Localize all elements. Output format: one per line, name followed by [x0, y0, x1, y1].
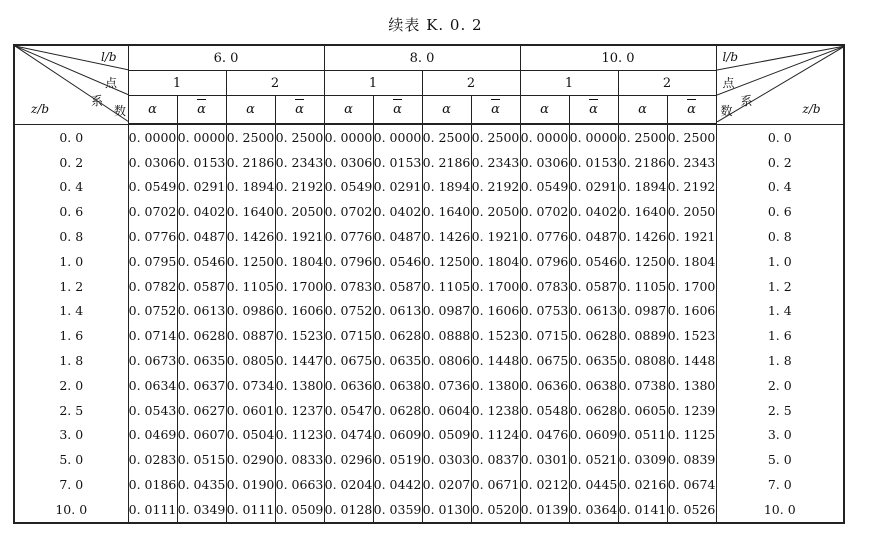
- value-cell: 0. 0715: [324, 323, 373, 348]
- value-cell: 0. 0806: [422, 348, 471, 373]
- value-cell: 0. 0738: [618, 373, 667, 398]
- coef-alpha-bar-header: α: [373, 96, 422, 125]
- value-cell: 0. 2050: [275, 199, 324, 224]
- value-cell: 0. 0546: [373, 249, 422, 274]
- value-cell: 0. 1700: [471, 274, 520, 299]
- value-cell: 0. 0613: [373, 299, 422, 324]
- value-cell: 0. 1105: [422, 274, 471, 299]
- corner-dian-label: 点: [105, 76, 118, 90]
- zb-cell-right: 1. 8: [716, 348, 844, 373]
- coef-alpha-header: α: [226, 96, 275, 125]
- zb-cell-right: 3. 0: [716, 423, 844, 448]
- value-cell: 0. 0674: [667, 472, 716, 497]
- value-cell: 0. 0601: [226, 398, 275, 423]
- zb-cell-left: 3. 0: [14, 423, 128, 448]
- value-cell: 0. 0349: [177, 497, 226, 523]
- coefficient-table: [13, 44, 845, 524]
- value-cell: 0. 0291: [177, 175, 226, 200]
- corner-right-lb-label: l/b: [722, 50, 739, 64]
- value-cell: 0. 1921: [471, 224, 520, 249]
- value-cell: 0. 0301: [520, 447, 569, 472]
- zb-cell-left: 10. 0: [14, 497, 128, 523]
- value-cell: 0. 0609: [569, 423, 618, 448]
- zb-cell-right: 1. 6: [716, 323, 844, 348]
- zb-cell-right: 0. 0: [716, 124, 844, 150]
- value-cell: 0. 0306: [324, 150, 373, 175]
- value-cell: 0. 0675: [324, 348, 373, 373]
- value-cell: 0. 0546: [177, 249, 226, 274]
- value-cell: 0. 0435: [177, 472, 226, 497]
- value-cell: 0. 0511: [618, 423, 667, 448]
- zb-cell-right: 2. 0: [716, 373, 844, 398]
- value-cell: 0. 0675: [520, 348, 569, 373]
- corner-shu-label: 数: [114, 104, 127, 118]
- value-cell: 0. 0000: [520, 124, 569, 150]
- value-cell: 0. 0634: [128, 373, 177, 398]
- value-cell: 0. 0613: [569, 299, 618, 324]
- value-cell: 0. 2192: [471, 175, 520, 200]
- value-cell: 0. 0715: [520, 323, 569, 348]
- value-cell: 0. 0628: [569, 323, 618, 348]
- zb-cell-left: 0. 0: [14, 124, 128, 150]
- value-cell: 0. 0714: [128, 323, 177, 348]
- coef-alpha-header: α: [520, 96, 569, 125]
- value-cell: 0. 1894: [422, 175, 471, 200]
- value-cell: 0. 0752: [128, 299, 177, 324]
- table-row: [14, 447, 844, 472]
- value-cell: 0. 0474: [324, 423, 373, 448]
- value-cell: 0. 0833: [275, 447, 324, 472]
- zb-cell-left: 1. 4: [14, 299, 128, 324]
- table-row: [14, 423, 844, 448]
- value-cell: 0. 0837: [471, 447, 520, 472]
- value-cell: 0. 0702: [324, 199, 373, 224]
- value-cell: 0. 0805: [226, 348, 275, 373]
- value-cell: 0. 0216: [618, 472, 667, 497]
- value-cell: 0. 0128: [324, 497, 373, 523]
- value-cell: 0. 1894: [618, 175, 667, 200]
- value-cell: 0. 1921: [275, 224, 324, 249]
- value-cell: 0. 0628: [373, 323, 422, 348]
- value-cell: 0. 1894: [226, 175, 275, 200]
- value-cell: 0. 0702: [520, 199, 569, 224]
- value-cell: 0. 1124: [471, 423, 520, 448]
- value-cell: 0. 0604: [422, 398, 471, 423]
- value-cell: 0. 2500: [275, 124, 324, 150]
- corner-right-shu-label: 数: [720, 104, 733, 118]
- value-cell: 0. 0515: [177, 447, 226, 472]
- value-cell: 0. 0628: [177, 323, 226, 348]
- value-cell: 0. 2186: [226, 150, 275, 175]
- table-row: [14, 348, 844, 373]
- value-cell: 0. 0000: [569, 124, 618, 150]
- value-cell: 0. 1804: [667, 249, 716, 274]
- value-cell: 0. 0637: [177, 373, 226, 398]
- table-row: [14, 199, 844, 224]
- value-cell: 0. 0476: [520, 423, 569, 448]
- corner-right-dian-label: 点: [722, 76, 735, 90]
- value-cell: 0. 1700: [275, 274, 324, 299]
- value-cell: 0. 1426: [422, 224, 471, 249]
- value-cell: 0. 0504: [226, 423, 275, 448]
- coef-alpha-bar-header: α: [471, 96, 520, 125]
- value-cell: 0. 0889: [618, 323, 667, 348]
- value-cell: 0. 0487: [373, 224, 422, 249]
- value-cell: 0. 0290: [226, 447, 275, 472]
- value-cell: 0. 0296: [324, 447, 373, 472]
- value-cell: 0. 1606: [471, 299, 520, 324]
- point-header: 1: [324, 71, 422, 96]
- table-row: [14, 497, 844, 523]
- value-cell: 0. 0663: [275, 472, 324, 497]
- value-cell: 0. 2343: [275, 150, 324, 175]
- value-cell: 0. 2192: [275, 175, 324, 200]
- zb-cell-right: 1. 2: [716, 274, 844, 299]
- value-cell: 0. 0635: [569, 348, 618, 373]
- value-cell: 0. 0291: [373, 175, 422, 200]
- value-cell: 0. 0445: [569, 472, 618, 497]
- value-cell: 0. 1448: [471, 348, 520, 373]
- value-cell: 0. 0519: [373, 447, 422, 472]
- value-cell: 0. 0547: [324, 398, 373, 423]
- value-cell: 0. 0442: [373, 472, 422, 497]
- zb-cell-right: 0. 8: [716, 224, 844, 249]
- value-cell: 0. 0309: [618, 447, 667, 472]
- value-cell: 0. 1105: [226, 274, 275, 299]
- corner-cell-right: [716, 45, 844, 124]
- value-cell: 0. 1448: [667, 348, 716, 373]
- value-cell: 0. 1380: [667, 373, 716, 398]
- value-cell: 0. 0605: [618, 398, 667, 423]
- value-cell: 0. 0130: [422, 497, 471, 523]
- value-cell: 0. 1447: [275, 348, 324, 373]
- value-cell: 0. 0796: [520, 249, 569, 274]
- zb-cell-left: 1. 2: [14, 274, 128, 299]
- value-cell: 0. 0306: [520, 150, 569, 175]
- value-cell: 0. 1640: [226, 199, 275, 224]
- value-cell: 0. 0888: [422, 323, 471, 348]
- coef-alpha-bar-header: α: [667, 96, 716, 125]
- value-cell: 0. 0111: [226, 497, 275, 523]
- value-cell: 0. 0609: [373, 423, 422, 448]
- point-header: 2: [422, 71, 520, 96]
- header-row-groups: [14, 45, 844, 71]
- value-cell: 0. 0303: [422, 447, 471, 472]
- point-header: 2: [618, 71, 716, 96]
- point-header: 1: [520, 71, 618, 96]
- zb-cell-right: 5. 0: [716, 447, 844, 472]
- value-cell: 0. 0306: [128, 150, 177, 175]
- value-cell: 0. 1250: [618, 249, 667, 274]
- value-cell: 0. 0776: [324, 224, 373, 249]
- value-cell: 0. 0587: [373, 274, 422, 299]
- value-cell: 0. 0783: [520, 274, 569, 299]
- group-header-2: 8. 0: [324, 45, 520, 71]
- zb-cell-left: 1. 8: [14, 348, 128, 373]
- value-cell: 0. 0638: [569, 373, 618, 398]
- value-cell: 0. 1523: [275, 323, 324, 348]
- value-cell: 0. 1523: [471, 323, 520, 348]
- coef-alpha-header: α: [422, 96, 471, 125]
- value-cell: 0. 0487: [569, 224, 618, 249]
- value-cell: 0. 0000: [177, 124, 226, 150]
- value-cell: 0. 0702: [128, 199, 177, 224]
- zb-cell-left: 2. 5: [14, 398, 128, 423]
- zb-cell-left: 1. 0: [14, 249, 128, 274]
- coef-alpha-header: α: [324, 96, 373, 125]
- value-cell: 0. 0734: [226, 373, 275, 398]
- value-cell: 0. 0000: [324, 124, 373, 150]
- value-cell: 0. 1640: [422, 199, 471, 224]
- coef-alpha-bar-header: α: [275, 96, 324, 125]
- value-cell: 0. 1523: [667, 323, 716, 348]
- zb-cell-right: 1. 4: [716, 299, 844, 324]
- value-cell: 0. 0207: [422, 472, 471, 497]
- table-row: [14, 249, 844, 274]
- value-cell: 0. 0808: [618, 348, 667, 373]
- value-cell: 0. 1237: [275, 398, 324, 423]
- value-cell: 0. 0469: [128, 423, 177, 448]
- value-cell: 0. 0887: [226, 323, 275, 348]
- value-cell: 0. 0607: [177, 423, 226, 448]
- value-cell: 0. 1804: [471, 249, 520, 274]
- zb-cell-right: 0. 6: [716, 199, 844, 224]
- value-cell: 0. 0546: [569, 249, 618, 274]
- value-cell: 0. 1123: [275, 423, 324, 448]
- value-cell: 0. 0509: [275, 497, 324, 523]
- value-cell: 0. 2186: [422, 150, 471, 175]
- value-cell: 0. 0402: [177, 199, 226, 224]
- value-cell: 0. 1921: [667, 224, 716, 249]
- value-cell: 0. 1804: [275, 249, 324, 274]
- value-cell: 0. 0000: [373, 124, 422, 150]
- zb-cell-right: 10. 0: [716, 497, 844, 523]
- corner-xi-label: 系: [91, 94, 104, 108]
- value-cell: 0. 2500: [618, 124, 667, 150]
- zb-cell-right: 0. 2: [716, 150, 844, 175]
- value-cell: 0. 2186: [618, 150, 667, 175]
- value-cell: 0. 0549: [324, 175, 373, 200]
- value-cell: 0. 2050: [471, 199, 520, 224]
- value-cell: 0. 0190: [226, 472, 275, 497]
- value-cell: 0. 1700: [667, 274, 716, 299]
- corner-cell-left: [14, 45, 128, 124]
- corner-lb-label: l/b: [101, 50, 117, 64]
- value-cell: 0. 0839: [667, 447, 716, 472]
- value-cell: 0. 1426: [226, 224, 275, 249]
- value-cell: 0. 0283: [128, 447, 177, 472]
- value-cell: 0. 0776: [128, 224, 177, 249]
- value-cell: 0. 0186: [128, 472, 177, 497]
- value-cell: 0. 0402: [569, 199, 618, 224]
- table-row: [14, 274, 844, 299]
- value-cell: 0. 1125: [667, 423, 716, 448]
- value-cell: 0. 0587: [569, 274, 618, 299]
- value-cell: 0. 0753: [520, 299, 569, 324]
- value-cell: 0. 0139: [520, 497, 569, 523]
- value-cell: 0. 1380: [275, 373, 324, 398]
- value-cell: 0. 0212: [520, 472, 569, 497]
- group-header-1: 6. 0: [128, 45, 324, 71]
- value-cell: 0. 2343: [667, 150, 716, 175]
- value-cell: 0. 2500: [226, 124, 275, 150]
- value-cell: 0. 0628: [373, 398, 422, 423]
- value-cell: 0. 2050: [667, 199, 716, 224]
- value-cell: 0. 0509: [422, 423, 471, 448]
- value-cell: 0. 1250: [226, 249, 275, 274]
- zb-cell-left: 2. 0: [14, 373, 128, 398]
- value-cell: 0. 0986: [226, 299, 275, 324]
- value-cell: 0. 1239: [667, 398, 716, 423]
- zb-cell-right: 7. 0: [716, 472, 844, 497]
- value-cell: 0. 0987: [618, 299, 667, 324]
- zb-cell-left: 0. 2: [14, 150, 128, 175]
- value-cell: 0. 0549: [128, 175, 177, 200]
- zb-cell-right: 2. 5: [716, 398, 844, 423]
- zb-cell-right: 1. 0: [716, 249, 844, 274]
- corner-right-xi-label: 系: [740, 94, 753, 108]
- value-cell: 0. 0520: [471, 497, 520, 523]
- value-cell: 0. 0153: [373, 150, 422, 175]
- value-cell: 0. 0549: [520, 175, 569, 200]
- value-cell: 0. 0111: [128, 497, 177, 523]
- value-cell: 0. 1606: [667, 299, 716, 324]
- value-cell: 0. 0636: [324, 373, 373, 398]
- point-header: 1: [128, 71, 226, 96]
- value-cell: 0. 0204: [324, 472, 373, 497]
- group-header-3: 10. 0: [520, 45, 716, 71]
- value-cell: 0. 1250: [422, 249, 471, 274]
- value-cell: 0. 0548: [520, 398, 569, 423]
- value-cell: 0. 0291: [569, 175, 618, 200]
- value-cell: 0. 0359: [373, 497, 422, 523]
- zb-cell-right: 0. 4: [716, 175, 844, 200]
- zb-cell-left: 0. 4: [14, 175, 128, 200]
- value-cell: 0. 0782: [128, 274, 177, 299]
- zb-cell-left: 0. 8: [14, 224, 128, 249]
- value-cell: 0. 0635: [373, 348, 422, 373]
- value-cell: 0. 0628: [569, 398, 618, 423]
- value-cell: 0. 1426: [618, 224, 667, 249]
- value-cell: 0. 0613: [177, 299, 226, 324]
- value-cell: 0. 0153: [569, 150, 618, 175]
- point-header: 2: [226, 71, 324, 96]
- value-cell: 0. 0671: [471, 472, 520, 497]
- value-cell: 0. 1606: [275, 299, 324, 324]
- table-row: [14, 398, 844, 423]
- value-cell: 0. 2500: [471, 124, 520, 150]
- zb-cell-left: 7. 0: [14, 472, 128, 497]
- table-row: [14, 472, 844, 497]
- table-row: [14, 124, 844, 150]
- value-cell: 0. 0587: [177, 274, 226, 299]
- value-cell: 0. 0000: [128, 124, 177, 150]
- coef-alpha-header: α: [618, 96, 667, 125]
- table-row: [14, 323, 844, 348]
- value-cell: 0. 1640: [618, 199, 667, 224]
- zb-cell-left: 0. 6: [14, 199, 128, 224]
- coef-alpha-bar-header: α: [177, 96, 226, 125]
- value-cell: 0. 0752: [324, 299, 373, 324]
- value-cell: 0. 2192: [667, 175, 716, 200]
- table-row: [14, 150, 844, 175]
- value-cell: 0. 0635: [177, 348, 226, 373]
- value-cell: 0. 0783: [324, 274, 373, 299]
- corner-right-zb-label: z/b: [802, 102, 821, 116]
- value-cell: 0. 0638: [373, 373, 422, 398]
- value-cell: 0. 0487: [177, 224, 226, 249]
- value-cell: 0. 0526: [667, 497, 716, 523]
- table-body: [14, 124, 844, 523]
- table-row: [14, 224, 844, 249]
- value-cell: 0. 1238: [471, 398, 520, 423]
- table-row: [14, 373, 844, 398]
- value-cell: 0. 0543: [128, 398, 177, 423]
- zb-cell-left: 5. 0: [14, 447, 128, 472]
- value-cell: 0. 0673: [128, 348, 177, 373]
- value-cell: 0. 2500: [667, 124, 716, 150]
- zb-cell-left: 1. 6: [14, 323, 128, 348]
- value-cell: 0. 0627: [177, 398, 226, 423]
- value-cell: 0. 0796: [324, 249, 373, 274]
- table-title: 续表 K. 0. 2: [388, 16, 483, 34]
- value-cell: 0. 0795: [128, 249, 177, 274]
- table-row: [14, 175, 844, 200]
- coef-alpha-bar-header: α: [569, 96, 618, 125]
- value-cell: 0. 0364: [569, 497, 618, 523]
- coef-alpha-header: α: [128, 96, 177, 125]
- corner-zb-label: z/b: [31, 102, 50, 116]
- value-cell: 0. 0776: [520, 224, 569, 249]
- value-cell: 0. 1380: [471, 373, 520, 398]
- value-cell: 0. 2500: [422, 124, 471, 150]
- value-cell: 0. 0153: [177, 150, 226, 175]
- value-cell: 0. 0736: [422, 373, 471, 398]
- value-cell: 0. 2343: [471, 150, 520, 175]
- table-row: [14, 299, 844, 324]
- value-cell: 0. 0987: [422, 299, 471, 324]
- value-cell: 0. 0402: [373, 199, 422, 224]
- value-cell: 0. 0141: [618, 497, 667, 523]
- value-cell: 0. 0521: [569, 447, 618, 472]
- value-cell: 0. 1105: [618, 274, 667, 299]
- value-cell: 0. 0636: [520, 373, 569, 398]
